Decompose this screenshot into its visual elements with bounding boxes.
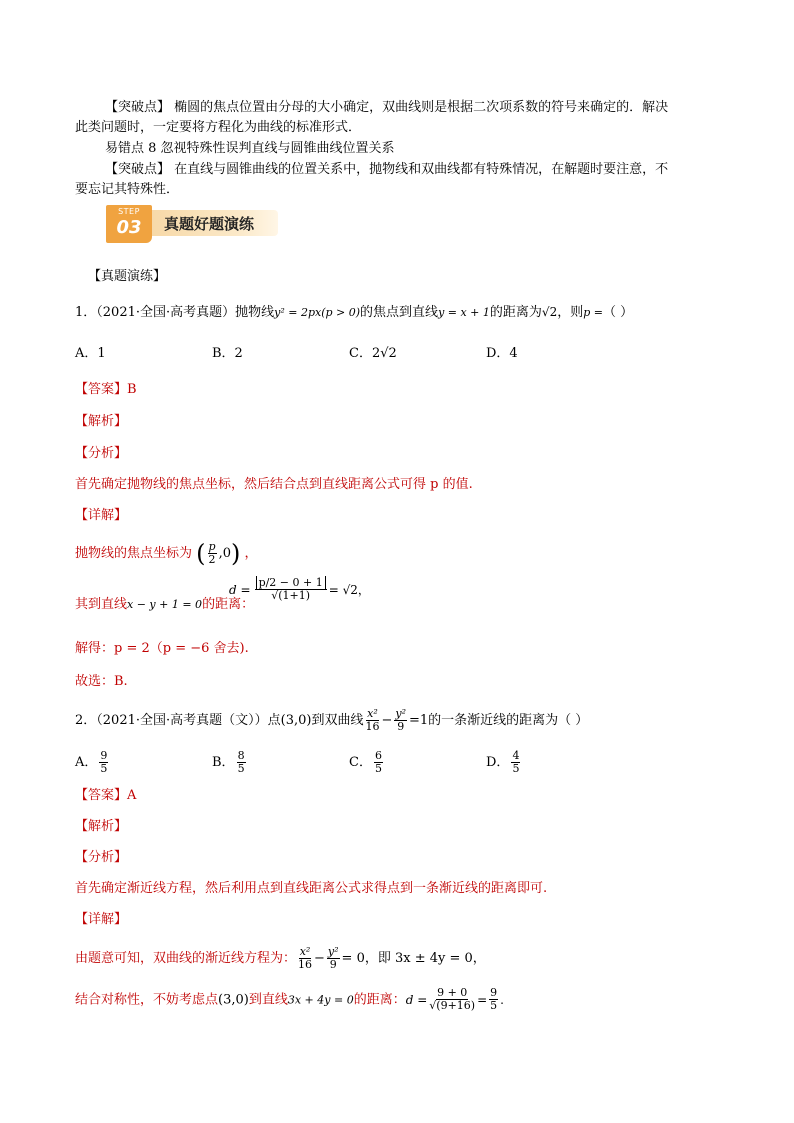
q1-d2-res: = √2， <box>328 583 370 597</box>
q1-var: p = <box>583 306 603 319</box>
q2-option-c <box>349 750 385 775</box>
q1-stem <box>75 303 633 322</box>
q2-hyp-num2: y² <box>395 707 406 720</box>
q2-option-a-den: 5 <box>100 762 108 775</box>
q1-fenxi-text: 首先确定抛物线的焦点坐标，然后结合点到直线距离公式可得 p 的值. <box>75 477 473 492</box>
q2-option-a-letter: A． <box>75 755 98 770</box>
q2-d2-den: √(9+16) <box>429 999 476 1012</box>
tip-breakthrough-1a: 【突破点】 椭圆的焦点位置由分母的大小确定，双曲线则是根据二次项系数的符号来确定的．解决 <box>105 100 669 115</box>
q2-d2-end: . <box>500 992 504 1007</box>
step-number: 03 <box>116 217 142 238</box>
q1-answer: 【答案】B <box>75 382 137 397</box>
q1-detail-4: 故选：B. <box>75 674 128 689</box>
q2-d2-d: d = <box>405 992 428 1007</box>
q2-detail-label: 【详解】 <box>75 912 128 927</box>
q1-d2-den: √(1+1) <box>271 589 311 602</box>
q2-option-d-den: 5 <box>512 762 520 775</box>
q2-d2-eq: = <box>477 992 488 1007</box>
q2-hyp-num1: x² <box>367 707 378 720</box>
q2-analysis-label: 【解析】 <box>75 819 128 834</box>
q2-d2-num: 9 + 0 <box>437 986 468 999</box>
q2-mid: 到双曲线 <box>311 713 364 728</box>
q1-option-c: C．2√2 <box>349 346 397 361</box>
q2-option-c-letter: C． <box>349 755 372 770</box>
q1-mid: 的焦点到直线 <box>360 305 439 320</box>
q1-d2-mid: 的距离： <box>202 597 255 612</box>
q1-dist: √2 <box>541 305 558 319</box>
q2-d1-text: 由题意可知，双曲线的渐近线方程为： <box>75 951 297 966</box>
q2-option-b-den: 5 <box>237 762 245 775</box>
q1-distance-fraction <box>255 577 327 602</box>
q2-fenxi-label: 【分析】 <box>75 850 128 865</box>
q1-option-b: B．2 <box>212 346 243 361</box>
q2-d2-mid: 到直线 <box>248 992 288 1008</box>
q1-paren: （ ） <box>602 305 634 320</box>
tip-breakthrough-1b: 此类问题时，一定要将方程化为曲线的标准形式． <box>75 120 362 135</box>
q2-detail-1: 由题意可知，双曲线的渐近线方程为： $\frac{\text{x²}}{16}$ − $\frac{\text{y²}}{9}$ = 0，即 3x ± 4y = 0， <box>75 945 486 971</box>
q1-d2-d: d = <box>229 582 251 597</box>
q2-d2-text: 结合对称性，不妨考虑点 <box>75 992 219 1008</box>
q2-option-d-letter: D． <box>486 755 510 770</box>
q1-fenxi-label: 【分析】 <box>75 446 128 461</box>
q2-d2-mid2: 的距离： <box>353 992 406 1008</box>
step-banner <box>106 205 278 243</box>
q1-distance-formula <box>229 577 370 602</box>
q1-detail-1 <box>75 541 258 566</box>
q1-mid2: 的距离为 <box>489 305 542 320</box>
q1-d1-end: ， <box>244 546 258 561</box>
q2-d2-point: (3,0) <box>218 992 249 1008</box>
q2-option-d <box>486 750 522 775</box>
q2-option-b <box>212 750 248 775</box>
q2-option-a <box>75 750 110 775</box>
q2-detail-2 <box>75 987 504 1012</box>
q2-point: (3,0) <box>280 713 312 728</box>
q2-option-b-num: 8 <box>237 749 245 762</box>
q1-eq: y² = 2px(p > 0) <box>274 306 361 319</box>
q2-option-a-num: 9 <box>100 749 108 762</box>
q1-analysis-label: 【解析】 <box>75 414 128 429</box>
q1-d2-line: x − y + 1 = 0 <box>127 598 203 611</box>
q2-d1-den1: 16 <box>298 958 313 971</box>
q1-d1-expr: ( $\frac{p}{2}$ ,0) <box>196 539 241 568</box>
q2-distance-formula <box>406 987 504 1012</box>
step-label: STEP <box>118 207 140 216</box>
q2-stem: 2．（2021·全国·高考真题（文））点(3,0)到双曲线 $\frac{\text{x²}}{16}$ − $\frac{\text{y²}}{9}$ =1的一条渐近线的距离为（ ） <box>75 707 589 733</box>
q1-d2-num: p/2 − 0 + 1 <box>256 576 326 589</box>
q1-d2-text: 其到直线 <box>75 597 128 612</box>
q2-hyp-eq: =1 <box>409 713 429 728</box>
tip-error-point-8: 易错点 8 忽视特殊性误判直线与圆锥曲线位置关系 <box>105 141 395 156</box>
q2-option-c-den: 5 <box>374 762 382 775</box>
step-bar <box>152 210 278 236</box>
tip-breakthrough-2b: 要忘记其特殊性． <box>75 182 180 197</box>
section-title: 【真题演练】 <box>88 269 167 284</box>
q2-fenxi-text: 首先确定渐近线方程，然后利用点到直线距离公式求得点到一条渐近线的距离即可. <box>75 881 548 896</box>
q1-detail-label: 【详解】 <box>75 508 128 523</box>
tip-breakthrough-2a: 【突破点】 在直线与圆锥曲线的位置关系中，抛物线和双曲线都有特殊情况，在解题时要注意，不 <box>105 162 669 177</box>
q2-option-c-num: 6 <box>374 749 382 762</box>
step-badge <box>106 205 152 243</box>
q2-prefix: 2．（2021·全国·高考真题（文））点 <box>75 713 281 728</box>
q1-detail-2 <box>75 596 254 614</box>
q2-d1-eq: = 0，即 3x ± 4y = 0， <box>341 951 486 966</box>
step-title: 真题好题演练 <box>164 215 255 233</box>
q1-line: y = x + 1 <box>438 306 490 319</box>
q2-d2-rnum: 9 <box>490 986 498 999</box>
q1-prefix: 1．（2021·全国·高考真题）抛物线 <box>75 305 275 320</box>
q2-d2-rden: 5 <box>490 999 498 1012</box>
q2-d1-num1: x² <box>299 945 311 958</box>
q1-detail-3: 解得：p = 2（p = −6 舍去). <box>75 641 249 656</box>
q2-hyp-den1: 16 <box>365 720 380 733</box>
q2-hyp-den2: 9 <box>397 720 405 733</box>
q2-d2-line: 3x + 4y = 0 <box>287 993 354 1007</box>
q1-option-a: A．1 <box>75 346 106 361</box>
q2-d1-den2: 9 <box>329 958 337 971</box>
q1-end: ，则 <box>557 305 584 320</box>
q2-option-d-num: 4 <box>512 749 520 762</box>
q1-option-d: D．4 <box>486 346 518 361</box>
q2-answer: 【答案】A <box>75 788 137 803</box>
q2-end: 的一条渐近线的距离为（ ） <box>428 713 589 728</box>
q2-d1-num2: y² <box>327 945 339 958</box>
q2-option-b-letter: B． <box>212 755 235 770</box>
q1-d1-text: 抛物线的焦点坐标为 <box>75 546 193 561</box>
